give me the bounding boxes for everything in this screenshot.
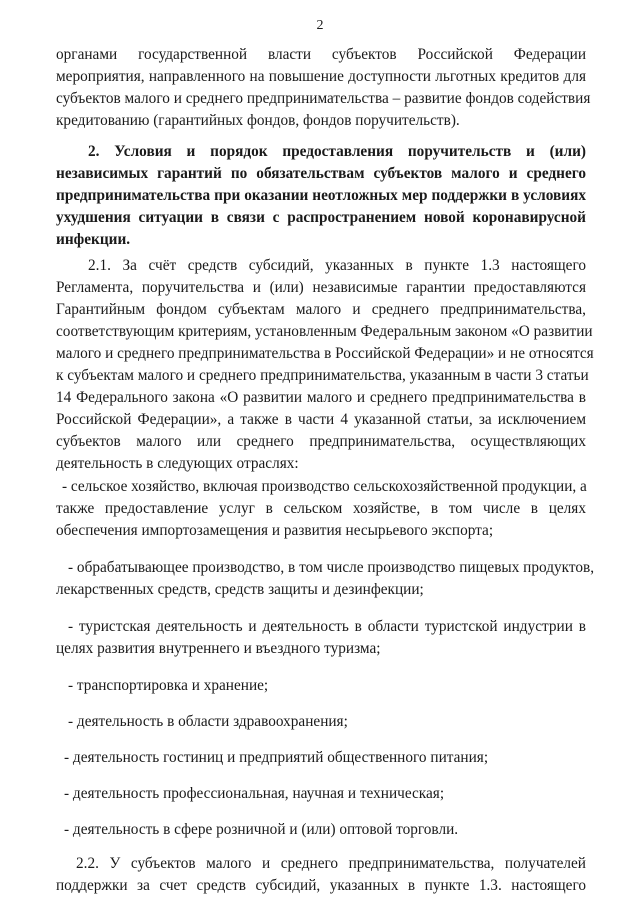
list-item-hotels: - деятельность гостиниц и предприятий общественного питания; [64, 749, 489, 766]
text-line: Регламента, поручительства и (или) независимые гарантии предоставляются [56, 279, 586, 296]
text-line: обеспечения импортозамещения и развития несырьевого экспорта; [56, 522, 494, 539]
list-item-transport: - транспортировка и хранение; [68, 677, 269, 694]
heading-line: независимых гарантий по обязательствам субъектов малого и среднего [56, 165, 586, 182]
text-line: целях развития внутреннего и въездного туризма; [56, 640, 381, 657]
text-line: 2.1. За счёт средств субсидий, указанных в пункте 1.3 настоящего [88, 257, 586, 274]
text-line: Российской Федерации», а также в части 4 указанной статьи, за исключением [56, 411, 586, 428]
heading-line: инфекции. [56, 231, 131, 248]
heading-line: ухудшения ситуации в связи с распространением новой коронавирусной [56, 209, 586, 226]
text-line: - сельское хозяйство, включая производство сельскохозяйственной продукции, а [62, 478, 587, 495]
text-line: 14 Федерального закона «О развитии малого и среднего предпринимательства в [56, 389, 586, 406]
list-item-trade: - деятельность в сфере розничной и (или) оптовой торговли. [64, 821, 459, 838]
heading-line: 2. Условия и порядок предоставления поручительств и (или) [88, 143, 586, 160]
text-line: поддержки за счет средств субсидий, указанных в пункте 1.3. настоящего [56, 877, 586, 894]
list-item-professional: - деятельность профессиональная, научная и техническая; [64, 785, 445, 802]
text-line: Гарантийным фондом субъектам малого и среднего предпринимательства, [56, 301, 586, 318]
text-line: малого и среднего предпринимательства в Российской Федерации» и не относятся [56, 345, 594, 362]
text-line: - туристская деятельность и деятельность в области туристской индустрии в [68, 618, 586, 635]
page-number: 2 [316, 18, 324, 33]
list-item-healthcare: - деятельность в области здравоохранения; [68, 713, 348, 730]
text-line: к субъектам малого и среднего предпринимательства, указанным в части 3 статьи [56, 367, 589, 384]
text-line: субъектов малого и среднего предпринимательства – развитие фондов содействия [56, 90, 591, 107]
text-line: субъектов малого или среднего предпринимательства, осуществляющих [56, 433, 586, 450]
text-line: мероприятия, направленного на повышение доступности льготных кредитов для [56, 68, 586, 85]
text-line: органами государственной власти субъектов Российской Федерации [56, 46, 586, 63]
text-line: также предоставление услуг в сельском хозяйстве, в том числе в целях [56, 500, 586, 517]
heading-line: предпринимательства при оказании неотложных мер поддержки в условиях [56, 187, 586, 204]
text-line: кредитованию (гарантийных фондов, фондов поручительств). [56, 112, 460, 129]
text-line: - обрабатывающее производство, в том числе производство пищевых продуктов, [68, 559, 595, 576]
text-line: 2.2. У субъектов малого и среднего предпринимательства, получателей [76, 855, 586, 872]
text-line: лекарственных средств, средств защиты и дезинфекции; [56, 581, 424, 598]
text-line: деятельность в следующих отраслях: [56, 455, 299, 472]
text-line: соответствующим критериям, установленным Федеральным законом «О развитии [56, 323, 593, 340]
